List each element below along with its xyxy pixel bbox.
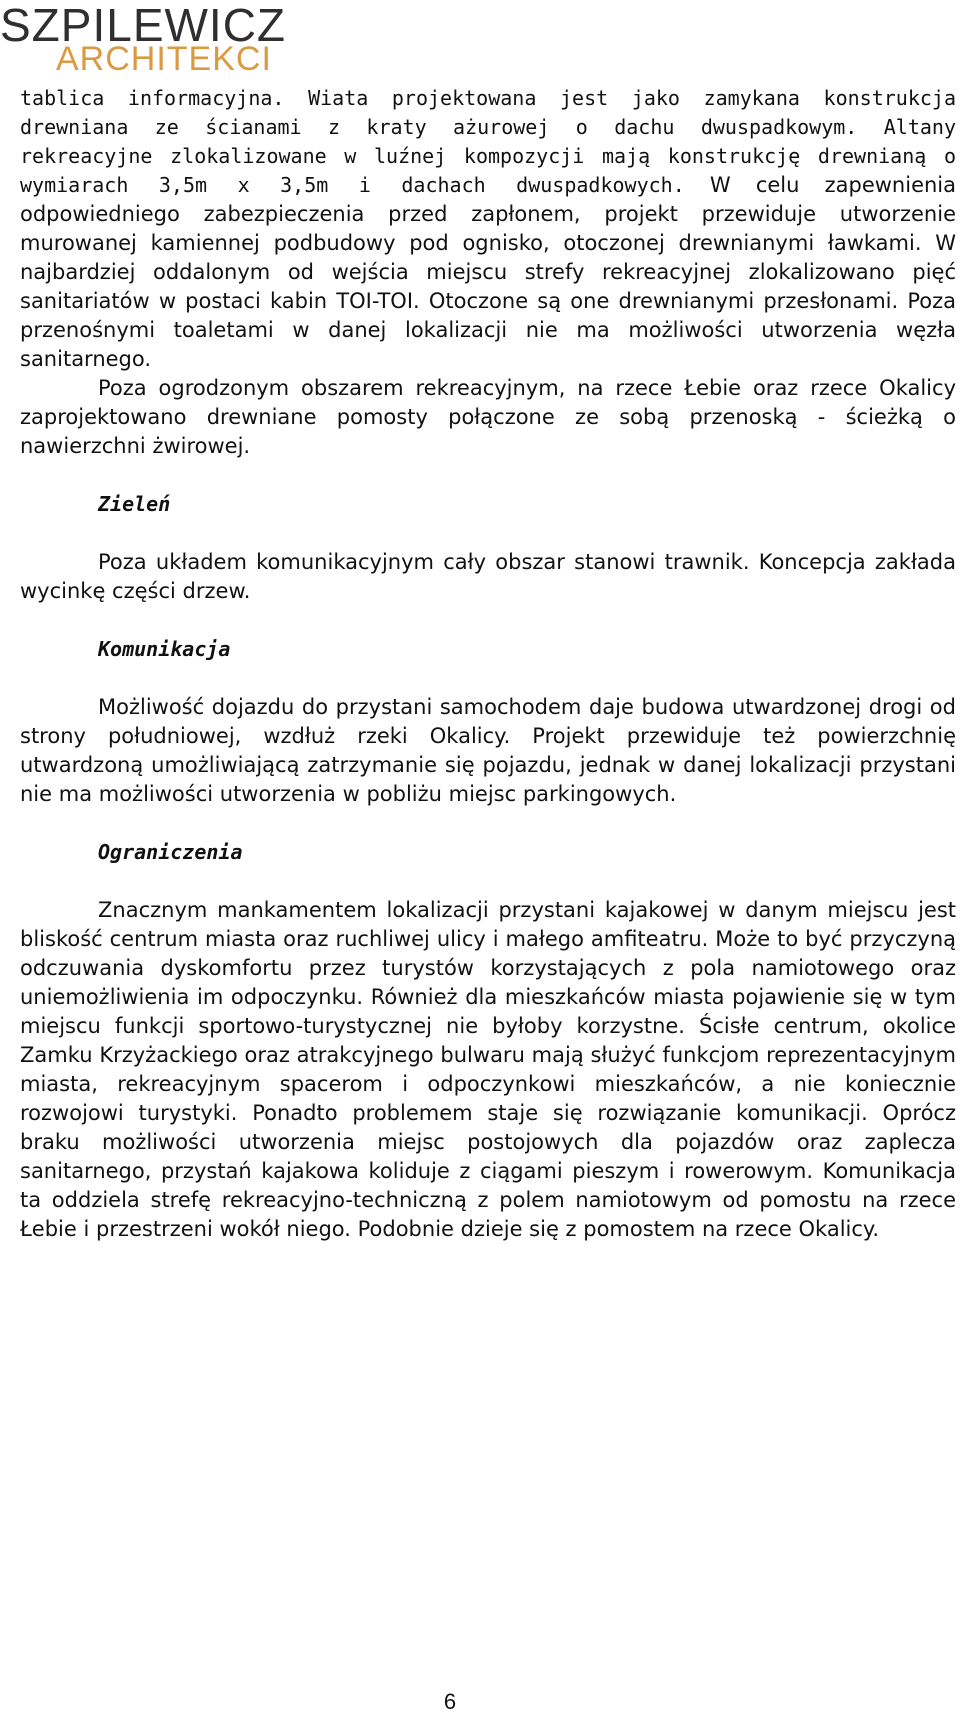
logo-name: SZPILEWICZ	[0, 0, 287, 51]
logo-subtitle: ARCHITEKCI	[56, 40, 272, 78]
document-body	[20, 84, 956, 1244]
section-text-komunikacja: Możliwość dojazdu do przystani samochodem daje budowa utwardzonej drogi od strony południowej, wzdłuż rzeki Okalicy. Projekt przewiduje też powierzchnię utwardzoną umożliwiającą zatrzymanie się pojazdu, jednak w danej lokalizacji przystani nie ma możliwości utworzenia w pobliżu miejsc parkingowych.	[20, 695, 956, 806]
paragraph-1-text: W celu zapewnienia odpowiedniego zabezpieczenia przed zapłonem, projekt przewiduje utworzenie murowanej kamiennej podbudowy pod ognisko, otoczonej drewnianymi ławkami. W najbardziej oddalonym od wejścia miejscu strefy rekreacyjnej zlokalizowano pięć sanitariatów w postaci kabin TOI-TOI. Otoczone są one drewnianymi przesłonami. Poza przenośnymi toaletami w danej lokalizacji nie ma możliwości utworzenia węzła sanitarnego.	[20, 173, 956, 371]
paragraph-1-mono-text: tablica informacyjna. Wiata projektowana jest jako zamykana konstrukcja drewniana ze ścianami z kraty ażurowej o dachu dwuspadkowym. Altany rekreacyjne zlokalizowane w luźnej kompozycji mają konstrukcję drewnianą o wymiarach 3,5m x 3,5m i dachach dwuspadkowych.	[20, 86, 956, 197]
section-text-ograniczenia: Znacznym mankamentem lokalizacji przystani kajakowej w danym miejscu jest bliskość centrum miasta oraz ruchliwej ulicy i małego amfiteatru. Może to być przyczyną odczuwania dyskomfortu przez turystów korzystających z pola namiotowego oraz uniemożliwienia im odpoczynku. Również dla mieszkańców miasta pojawienie się w tym miejscu funkcji sportowo-turystycznej nie byłoby korzystne. Ścisłe centrum, okolice Zamku Krzyżackiego oraz atrakcyjnego bulwaru mają służyć funkcjom reprezentacyjnym miasta, rekreacyjnym spacerom i odpoczynkowi mieszkańców, a nie koniecznie rozwojowi turystyki. Ponadto problemem staje się rozwiązanie komunikacji. Oprócz braku możliwości utworzenia miejsc postojowych dla pojazdów oraz zaplecza sanitarnego, przystań kajakowa koliduje z ciągami pieszym i rowerowym. Komunikacja ta oddziela strefę rekreacyjno-techniczną z polem namiotowym od pomostu na rzece Łebie i przestrzeni wokół niego. Podobnie dzieje się z pomostem na rzece Okalicy.	[20, 898, 956, 1241]
paragraph-2: Poza ogrodzonym obszarem rekreacyjnym, na rzece Łebie oraz rzece Okalicy zaprojektowano drewniane pomosty połączone ze sobą przenoską - ścieżką o nawierzchni żwirowej.	[20, 376, 956, 458]
section-heading-zielen: Zieleń	[98, 492, 171, 516]
section-heading-komunikacja: Komunikacja	[98, 637, 231, 661]
section-heading-ograniczenia: Ograniczenia	[98, 840, 243, 864]
page-number: 6	[443, 1689, 457, 1714]
paragraph-1	[20, 84, 956, 374]
section-text-zielen: Poza układem komunikacyjnym cały obszar stanowi trawnik. Koncepcja zakłada wycinkę części drzew.	[20, 550, 956, 603]
company-logo	[0, 0, 287, 78]
